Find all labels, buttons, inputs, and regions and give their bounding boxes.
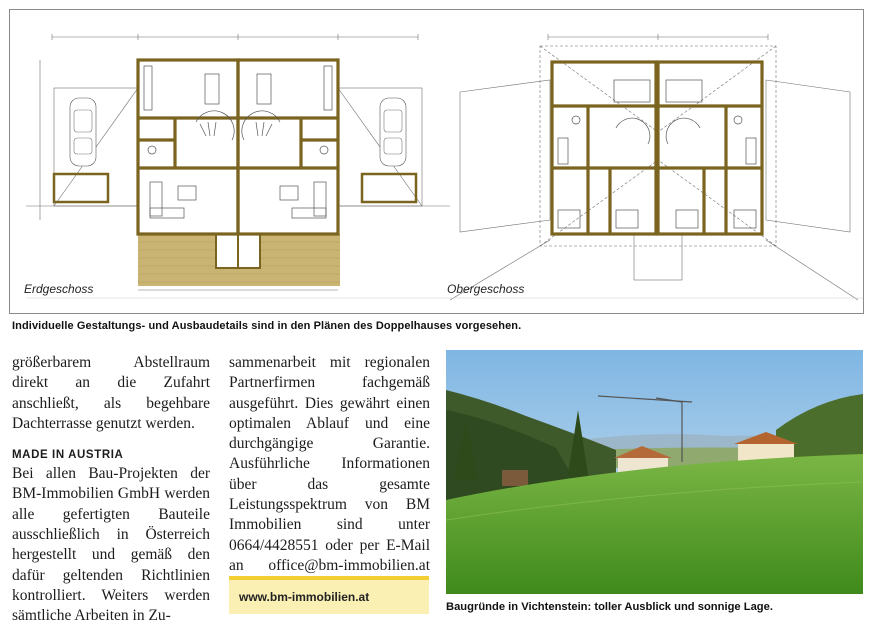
section-heading: MADE IN AUSTRIA xyxy=(12,449,124,462)
article-column-1 xyxy=(12,353,210,627)
plans-caption: Individuelle Gestaltungs- und Ausbaudetails sind in den Plänen des Doppelhauses vorgesehen. xyxy=(12,320,522,332)
floor-plan-frame xyxy=(9,9,864,314)
website-box xyxy=(229,576,429,614)
floor-plans-drawing xyxy=(10,10,863,313)
col2-body: sammenarbeit mit regionalen Partnerfirmen fachgemäß ausgeführt. Dies gewährt einen optimalen Ablauf und eine durchgängige Garantie. Ausführliche Informationen über das gesamte Leistungsspektrum von BM Immobilien sind unter 0664/4428551 oder per E-Mail an office@bm-immobilien.at xyxy=(229,354,430,574)
photo-caption: Baugründe in Vichtenstein: toller Ausblick und sonnige Lage. xyxy=(446,601,773,613)
article-column-2 xyxy=(229,353,430,597)
upper-floor-label: Obergeschoss xyxy=(447,282,525,296)
ground-floor-label: Erdgeschoss xyxy=(24,282,94,296)
landscape-photo xyxy=(446,350,863,594)
col1-intro: größerbarem Abstellraum direkt an die Zufahrt anschließt, als begehbare Dachterrasse genutzt werden. xyxy=(12,354,210,432)
website-link[interactable]: www.bm-immobilien.at xyxy=(239,590,370,604)
col1-body: Bei allen Bau-Projekten der BM-Immobilien GmbH werden alle gefertigten Bauteile ausschließlich in Österreich hergestellt und gemäß den dafür geltenden Richtlinien kontrolliert. Weiters werden sämtliche Arbeiten in Zu- xyxy=(12,465,210,625)
